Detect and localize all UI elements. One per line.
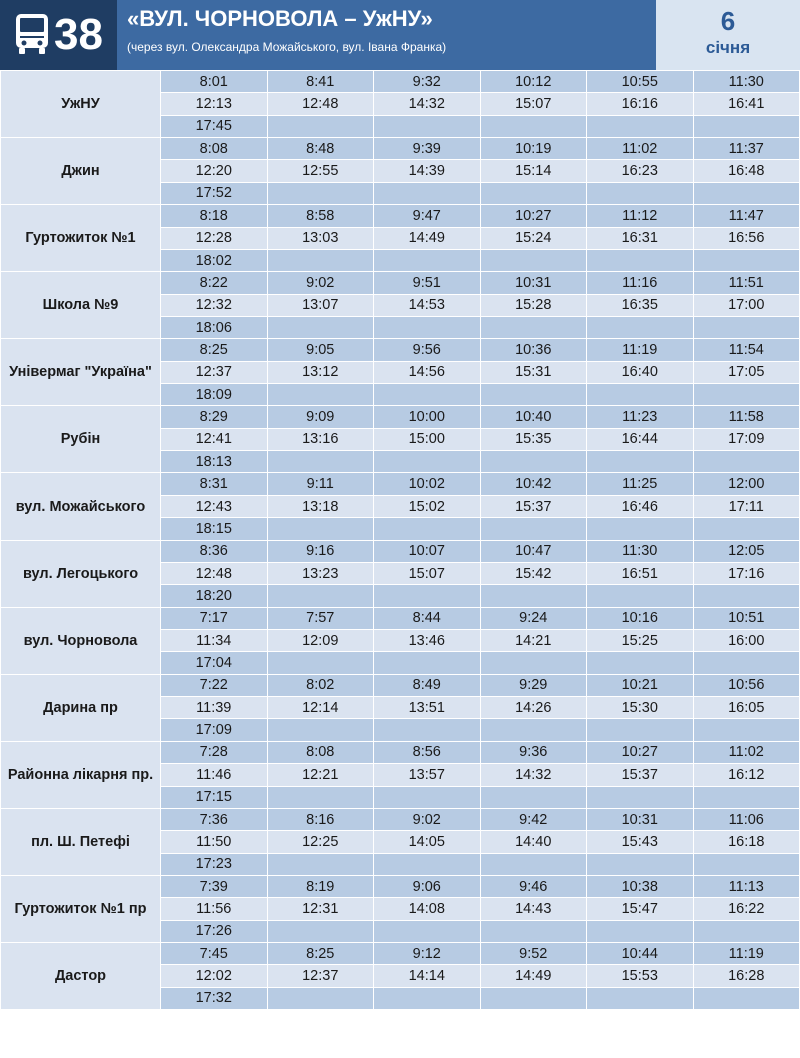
departure-time: 11:46: [161, 764, 268, 786]
departure-time: 17:09: [161, 719, 268, 741]
departure-time: [267, 316, 374, 338]
departure-time: 9:39: [374, 138, 481, 160]
departure-time: 16:12: [693, 764, 800, 786]
departure-time: 11:34: [161, 629, 268, 651]
departure-time: 16:35: [587, 294, 694, 316]
departure-time: [374, 719, 481, 741]
departure-time: 7:36: [161, 808, 268, 830]
stop-name: Школа №9: [1, 272, 161, 339]
departure-time: 12:41: [161, 428, 268, 450]
departure-time: 8:08: [267, 741, 374, 763]
departure-time: 16:16: [587, 93, 694, 115]
table-row: [1, 875, 800, 897]
departure-time: 14:56: [374, 361, 481, 383]
departure-time: 9:51: [374, 272, 481, 294]
table-row: [1, 71, 800, 93]
departure-time: [693, 585, 800, 607]
departure-time: 16:31: [587, 227, 694, 249]
departure-time: 8:31: [161, 473, 268, 495]
departure-time: 15:42: [480, 562, 587, 584]
table-row: [1, 205, 800, 227]
stop-name: вул. Чорновола: [1, 607, 161, 674]
departure-time: [374, 182, 481, 204]
departure-time: [267, 853, 374, 875]
departure-time: 9:24: [480, 607, 587, 629]
departure-time: 18:02: [161, 249, 268, 271]
departure-time: 9:32: [374, 71, 481, 93]
route-number: 38: [54, 10, 103, 59]
departure-time: 9:42: [480, 808, 587, 830]
departure-time: [587, 585, 694, 607]
table-row: [1, 406, 800, 428]
departure-time: 9:05: [267, 339, 374, 361]
departure-time: 15:07: [374, 562, 481, 584]
departure-time: [374, 786, 481, 808]
departure-time: 7:17: [161, 607, 268, 629]
departure-time: [587, 316, 694, 338]
departure-time: 11:19: [587, 339, 694, 361]
departure-time: 8:25: [267, 943, 374, 965]
departure-time: [693, 182, 800, 204]
departure-time: 11:23: [587, 406, 694, 428]
departure-time: [480, 451, 587, 473]
departure-time: [480, 719, 587, 741]
departure-time: 13:23: [267, 562, 374, 584]
departure-time: 17:15: [161, 786, 268, 808]
departure-time: 8:22: [161, 272, 268, 294]
departure-time: 15:02: [374, 495, 481, 517]
departure-time: 17:09: [693, 428, 800, 450]
departure-time: 13:12: [267, 361, 374, 383]
departure-time: [693, 451, 800, 473]
departure-time: 16:05: [693, 697, 800, 719]
date-day: 6: [720, 6, 736, 36]
departure-time: [693, 249, 800, 271]
departure-time: 18:09: [161, 384, 268, 406]
departure-time: [374, 652, 481, 674]
departure-time: 12:25: [267, 831, 374, 853]
departure-time: [480, 518, 587, 540]
departure-time: 15:28: [480, 294, 587, 316]
departure-time: 17:26: [161, 920, 268, 942]
departure-time: [267, 987, 374, 1009]
departure-time: 14:26: [480, 697, 587, 719]
departure-time: [267, 451, 374, 473]
departure-time: 11:56: [161, 898, 268, 920]
date-panel: [656, 0, 800, 70]
departure-time: 16:56: [693, 227, 800, 249]
departure-time: [374, 451, 481, 473]
departure-time: 11:30: [693, 71, 800, 93]
departure-time: 15:00: [374, 428, 481, 450]
departure-time: 10:27: [480, 205, 587, 227]
departure-time: 8:02: [267, 674, 374, 696]
stop-name: вул. Легоцького: [1, 540, 161, 607]
departure-time: [267, 182, 374, 204]
departure-time: 11:51: [693, 272, 800, 294]
departure-time: 12:37: [267, 965, 374, 987]
departure-time: 8:01: [161, 71, 268, 93]
departure-time: 16:40: [587, 361, 694, 383]
departure-time: 10:31: [480, 272, 587, 294]
departure-time: 13:07: [267, 294, 374, 316]
departure-time: 15:31: [480, 361, 587, 383]
departure-time: 13:46: [374, 629, 481, 651]
departure-time: [267, 920, 374, 942]
departure-time: 8:19: [267, 875, 374, 897]
departure-time: [587, 719, 694, 741]
departure-time: 10:56: [693, 674, 800, 696]
stop-name: УжНУ: [1, 71, 161, 138]
departure-time: 17:32: [161, 987, 268, 1009]
departure-time: 12:48: [267, 93, 374, 115]
departure-time: 10:02: [374, 473, 481, 495]
departure-time: [693, 719, 800, 741]
departure-time: 11:06: [693, 808, 800, 830]
departure-time: 11:30: [587, 540, 694, 562]
departure-time: 8:29: [161, 406, 268, 428]
departure-time: 11:37: [693, 138, 800, 160]
departure-time: 8:44: [374, 607, 481, 629]
departure-time: 16:28: [693, 965, 800, 987]
departure-time: 8:41: [267, 71, 374, 93]
departure-time: 16:22: [693, 898, 800, 920]
departure-time: 14:05: [374, 831, 481, 853]
timetable: [0, 70, 800, 1010]
departure-time: 12:32: [161, 294, 268, 316]
departure-time: [480, 987, 587, 1009]
departure-time: 10:16: [587, 607, 694, 629]
departure-time: 14:32: [480, 764, 587, 786]
departure-time: 18:13: [161, 451, 268, 473]
departure-time: 17:05: [693, 361, 800, 383]
departure-time: 9:12: [374, 943, 481, 965]
departure-time: 16:46: [587, 495, 694, 517]
departure-time: 9:47: [374, 205, 481, 227]
departure-time: 15:47: [587, 898, 694, 920]
departure-time: 11:25: [587, 473, 694, 495]
departure-time: 8:48: [267, 138, 374, 160]
departure-time: 9:09: [267, 406, 374, 428]
departure-time: 8:49: [374, 674, 481, 696]
departure-time: 11:13: [693, 875, 800, 897]
departure-time: 16:51: [587, 562, 694, 584]
departure-time: [267, 518, 374, 540]
departure-time: 16:41: [693, 93, 800, 115]
departure-time: 11:02: [693, 741, 800, 763]
departure-time: [374, 316, 481, 338]
departure-time: 11:39: [161, 697, 268, 719]
departure-time: 17:52: [161, 182, 268, 204]
departure-time: 10:27: [587, 741, 694, 763]
departure-time: [587, 182, 694, 204]
departure-time: [374, 920, 481, 942]
departure-time: 12:20: [161, 160, 268, 182]
departure-time: [480, 316, 587, 338]
departure-time: 8:18: [161, 205, 268, 227]
departure-time: 16:18: [693, 831, 800, 853]
departure-time: 7:57: [267, 607, 374, 629]
departure-time: 9:29: [480, 674, 587, 696]
departure-time: [267, 585, 374, 607]
departure-time: 10:31: [587, 808, 694, 830]
departure-time: 17:45: [161, 115, 268, 137]
departure-time: [480, 786, 587, 808]
departure-time: [480, 853, 587, 875]
departure-time: [267, 652, 374, 674]
departure-time: [374, 585, 481, 607]
departure-time: 14:40: [480, 831, 587, 853]
departure-time: 7:28: [161, 741, 268, 763]
departure-time: 9:52: [480, 943, 587, 965]
table-row: [1, 339, 800, 361]
departure-time: 7:22: [161, 674, 268, 696]
departure-time: 10:44: [587, 943, 694, 965]
departure-time: 12:05: [693, 540, 800, 562]
departure-time: [267, 115, 374, 137]
stop-name: Універмаг "Україна": [1, 339, 161, 406]
departure-time: 13:16: [267, 428, 374, 450]
departure-time: 15:37: [480, 495, 587, 517]
departure-time: [587, 115, 694, 137]
departure-time: 8:56: [374, 741, 481, 763]
departure-time: 18:15: [161, 518, 268, 540]
departure-time: [693, 920, 800, 942]
schedule-header: [0, 0, 800, 70]
departure-time: 9:02: [374, 808, 481, 830]
departure-time: 11:50: [161, 831, 268, 853]
departure-time: 17:04: [161, 652, 268, 674]
stop-name: Дарина пр: [1, 674, 161, 741]
departure-time: 14:39: [374, 160, 481, 182]
departure-time: [693, 518, 800, 540]
departure-time: [587, 853, 694, 875]
departure-time: 15:24: [480, 227, 587, 249]
departure-time: 12:02: [161, 965, 268, 987]
table-row: [1, 272, 800, 294]
departure-time: 9:02: [267, 272, 374, 294]
departure-time: 14:32: [374, 93, 481, 115]
departure-time: [480, 249, 587, 271]
departure-time: 11:19: [693, 943, 800, 965]
route-title-panel: [117, 0, 656, 70]
departure-time: 11:58: [693, 406, 800, 428]
departure-time: 12:28: [161, 227, 268, 249]
departure-time: 10:42: [480, 473, 587, 495]
departure-time: [480, 182, 587, 204]
departure-time: 15:30: [587, 697, 694, 719]
departure-time: [374, 384, 481, 406]
departure-time: 12:37: [161, 361, 268, 383]
departure-time: 10:12: [480, 71, 587, 93]
departure-time: 18:06: [161, 316, 268, 338]
departure-time: 18:20: [161, 585, 268, 607]
stop-name: вул. Можайського: [1, 473, 161, 540]
departure-time: 16:23: [587, 160, 694, 182]
departure-time: 13:57: [374, 764, 481, 786]
stop-name: Рубін: [1, 406, 161, 473]
departure-time: [480, 920, 587, 942]
departure-time: [587, 518, 694, 540]
departure-time: 7:39: [161, 875, 268, 897]
departure-time: [587, 786, 694, 808]
table-row: [1, 540, 800, 562]
departure-time: 15:37: [587, 764, 694, 786]
departure-time: 12:09: [267, 629, 374, 651]
departure-time: 12:00: [693, 473, 800, 495]
departure-time: 11:47: [693, 205, 800, 227]
departure-time: 8:08: [161, 138, 268, 160]
departure-time: 17:23: [161, 853, 268, 875]
departure-time: [693, 786, 800, 808]
departure-time: 9:16: [267, 540, 374, 562]
departure-time: 11:12: [587, 205, 694, 227]
stop-name: Районна лікарня пр.: [1, 741, 161, 808]
departure-time: 12:48: [161, 562, 268, 584]
departure-time: 15:07: [480, 93, 587, 115]
departure-time: [693, 652, 800, 674]
departure-time: 14:49: [374, 227, 481, 249]
departure-time: 10:38: [587, 875, 694, 897]
departure-time: 10:47: [480, 540, 587, 562]
departure-time: 12:13: [161, 93, 268, 115]
departure-time: [374, 249, 481, 271]
departure-time: [480, 585, 587, 607]
route-title: «ВУЛ. ЧОРНОВОЛА – УжНУ»: [127, 6, 433, 31]
departure-time: 11:02: [587, 138, 694, 160]
departure-time: 14:08: [374, 898, 481, 920]
departure-time: 9:46: [480, 875, 587, 897]
departure-time: [374, 853, 481, 875]
departure-time: 16:00: [693, 629, 800, 651]
departure-time: 12:21: [267, 764, 374, 786]
departure-time: [693, 384, 800, 406]
route-via: (через вул. Олександра Можайського, вул. Івана Франка): [127, 40, 447, 54]
table-row: [1, 808, 800, 830]
departure-time: 10:07: [374, 540, 481, 562]
departure-time: 16:44: [587, 428, 694, 450]
departure-time: [587, 384, 694, 406]
departure-time: 10:19: [480, 138, 587, 160]
departure-time: 12:14: [267, 697, 374, 719]
departure-time: 9:11: [267, 473, 374, 495]
departure-time: 16:48: [693, 160, 800, 182]
departure-time: 13:51: [374, 697, 481, 719]
departure-time: 14:14: [374, 965, 481, 987]
table-row: [1, 741, 800, 763]
departure-time: [374, 987, 481, 1009]
departure-time: 8:25: [161, 339, 268, 361]
date-month: січня: [705, 38, 751, 57]
departure-time: [480, 115, 587, 137]
departure-time: 9:56: [374, 339, 481, 361]
departure-time: 12:31: [267, 898, 374, 920]
departure-time: [267, 249, 374, 271]
departure-time: 15:25: [587, 629, 694, 651]
departure-time: 11:54: [693, 339, 800, 361]
departure-time: 17:00: [693, 294, 800, 316]
departure-time: 10:36: [480, 339, 587, 361]
departure-time: 9:36: [480, 741, 587, 763]
departure-time: [480, 384, 587, 406]
departure-time: 15:43: [587, 831, 694, 853]
departure-time: 11:16: [587, 272, 694, 294]
departure-time: 14:43: [480, 898, 587, 920]
departure-time: 8:16: [267, 808, 374, 830]
table-row: [1, 943, 800, 965]
departure-time: 13:18: [267, 495, 374, 517]
departure-time: 14:21: [480, 629, 587, 651]
departure-time: [587, 920, 694, 942]
departure-time: 7:45: [161, 943, 268, 965]
departure-time: 10:51: [693, 607, 800, 629]
table-row: [1, 674, 800, 696]
departure-time: 14:53: [374, 294, 481, 316]
stop-name: Гуртожиток №1: [1, 205, 161, 272]
departure-time: 10:40: [480, 406, 587, 428]
departure-time: [587, 652, 694, 674]
departure-time: 8:36: [161, 540, 268, 562]
stop-name: Гуртожиток №1 пр: [1, 875, 161, 942]
departure-time: [480, 652, 587, 674]
table-row: [1, 138, 800, 160]
departure-time: 14:49: [480, 965, 587, 987]
departure-time: [267, 384, 374, 406]
departure-time: [587, 451, 694, 473]
bus-icon: [14, 12, 50, 56]
departure-time: 15:14: [480, 160, 587, 182]
departure-time: [693, 853, 800, 875]
departure-time: 17:11: [693, 495, 800, 517]
departure-time: 17:16: [693, 562, 800, 584]
departure-time: [693, 316, 800, 338]
departure-time: [267, 719, 374, 741]
departure-time: 10:21: [587, 674, 694, 696]
departure-time: 13:03: [267, 227, 374, 249]
departure-time: [587, 987, 694, 1009]
table-row: [1, 607, 800, 629]
departure-time: 15:53: [587, 965, 694, 987]
departure-time: [267, 786, 374, 808]
departure-time: [374, 115, 481, 137]
departure-time: 8:58: [267, 205, 374, 227]
departure-time: 10:00: [374, 406, 481, 428]
departure-time: 9:06: [374, 875, 481, 897]
departure-time: [693, 987, 800, 1009]
departure-time: 12:55: [267, 160, 374, 182]
table-row: [1, 473, 800, 495]
stop-name: Дастор: [1, 943, 161, 1010]
stop-name: Джин: [1, 138, 161, 205]
departure-time: [693, 115, 800, 137]
departure-time: 12:43: [161, 495, 268, 517]
departure-time: 10:55: [587, 71, 694, 93]
departure-time: 15:35: [480, 428, 587, 450]
departure-time: [587, 249, 694, 271]
departure-time: [374, 518, 481, 540]
stop-name: пл. Ш. Петефі: [1, 808, 161, 875]
route-badge: [0, 0, 117, 70]
